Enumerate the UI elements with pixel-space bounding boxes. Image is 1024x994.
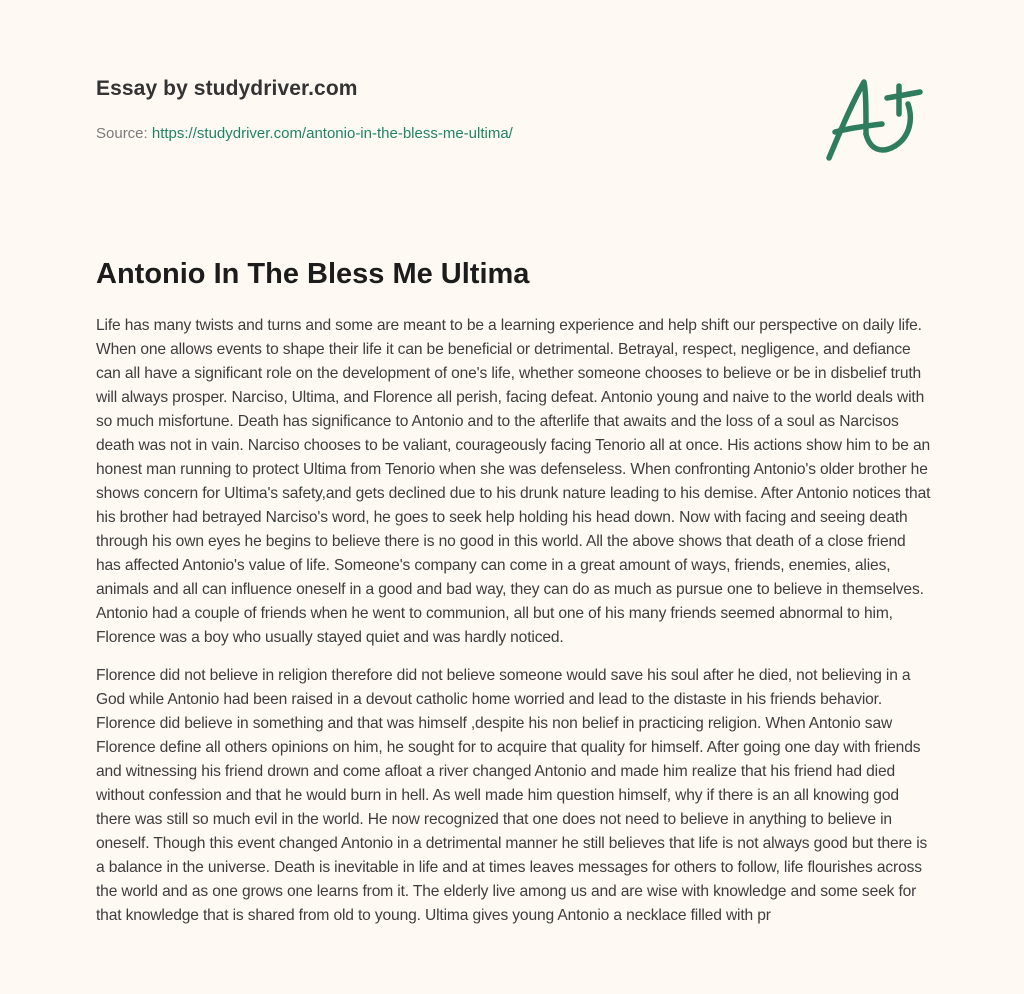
source-label: Source: — [96, 125, 148, 142]
a-plus-grade-icon — [820, 62, 930, 172]
essay-body — [96, 314, 932, 942]
site-title: Essay by studydriver.com — [96, 77, 358, 100]
source-link[interactable]: https://studydriver.com/antonio-in-the-bless-me-ultima/ — [151, 125, 513, 142]
essay-paragraph: Life has many twists and turns and some are meant to be a learning experience and help shift our perspective on daily life. When one allows events to shape their life it can be beneficial or detrimental. Betrayal, respect, negligence, and defiance can all have a significant role on the development of one's life, whether someone chooses to believe or be in disbelief truth will always prosper. Narciso, Ultima, and Florence all perish, facing defeat. Antonio young and naive to the world deals with so much misfortune. Death has significance to Antonio and to the afterlife that awaits and the loss of a soul as Narcisos death was not in vain. Narciso chooses to be valiant, courageously facing Tenorio all at once. His actions show him to be an honest man running to protect Ultima from Tenorio when she was defenseless. When confronting Antonio's older brother he shows concern for Ultima's safety,and gets declined due to his drunk nature leading to his demise. After Antonio notices that his brother had betrayed Narciso's word, he goes to seek help holding his head down. Now with facing and seeing death through his own eyes he begins to believe there is no good in this world. All the above shows that death of a close friend has affected Antonio's value of life. Someone's company can come in a great amount of ways, friends, enemies, alies, animals and all can influence oneself in a good and bad way, they can do as much as pursue one to believe in themselves. Antonio had a couple of friends when he went to communion, all but one of his many friends seemed abnormal to him, Florence was a boy who usually stayed quiet and was hardly noticed. — [96, 317, 931, 646]
essay-title: Antonio In The Bless Me Ultima — [96, 258, 530, 290]
source-line — [96, 124, 796, 144]
page-header — [96, 74, 796, 144]
essay-paragraph: Florence did not believe in religion therefore did not believe someone would save his soul after he died, not believing in a God while Antonio had been raised in a devout catholic home worried and lead to the distaste in his friends behavior. Florence did believe in something and that was himself ,despite his non belief in practicing religion. When Antonio saw Florence define all others opinions on him, he sought for to acquire that quality for himself. After going one day with friends and witnessing his friend drown and come afloat a river changed Antonio and made him realize that his friend had died without confession and that he would burn in hell. As well made him question himself, why if there is an all knowing god there was still so much evil in the world. He now recognized that one does not need to believe in anything to believe in oneself. Though this event changed Antonio in a detrimental manner he still believes that life is not always good but there is a balance in the universe. Death is inevitable in life and at times leaves messages for others to follow, life flourishes across the world and as one grows one learns from it. The elderly live among us and are wise with knowledge and some seek for that knowledge that is shared from old to young. Ultima gives young Antonio a necklace filled with pr — [96, 667, 928, 924]
